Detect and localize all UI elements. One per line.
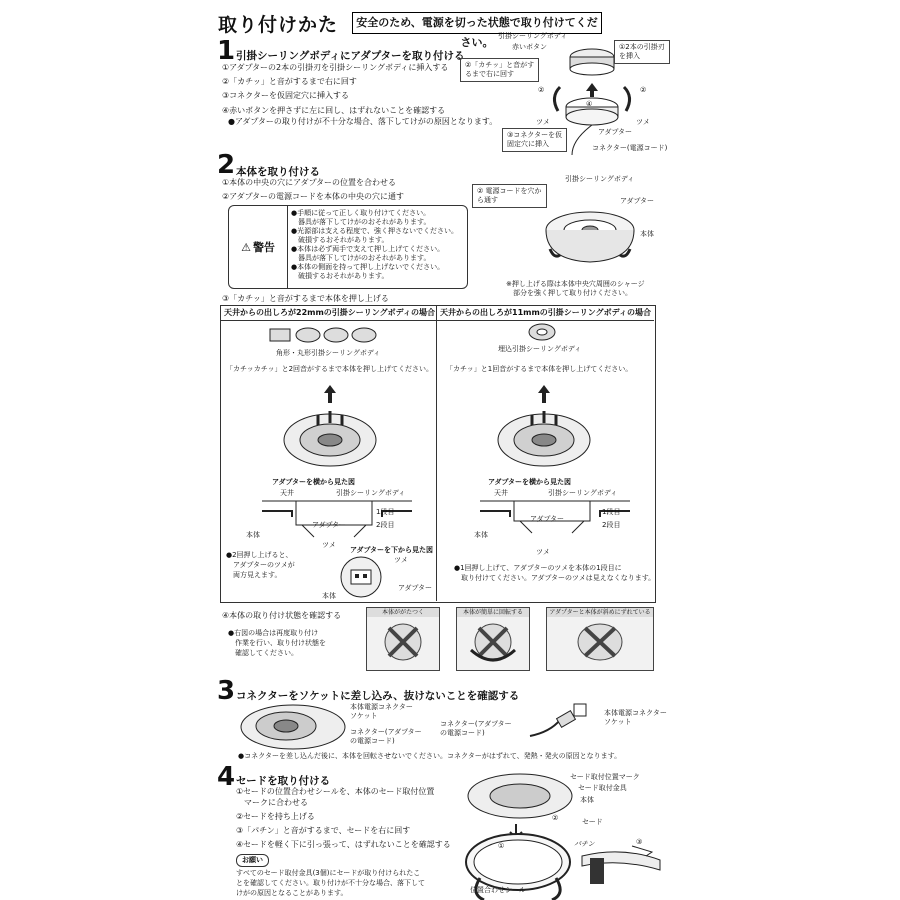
panel-left-bottom-body: 本体: [322, 592, 336, 600]
panel-left-side-view: [262, 497, 412, 542]
step4-shade-illustration: [460, 768, 580, 900]
warning-line-2: 器具が落下してけがのおそれがあります。: [291, 218, 431, 226]
warning-line-8: 破損するおそれがあります。: [291, 272, 389, 280]
step3-label-connector-right: コネクター(アダプター の電源コード): [440, 720, 512, 737]
panel-left-bottom-title: アダプターを下から見た図: [350, 546, 434, 554]
step4-item-2: ②セードを持ち上げる: [236, 812, 315, 821]
step1-label-ceiling-body: 引掛シーリングボディ: [498, 32, 568, 40]
panel-left-instruction: 「カチッカチッ」と2回音がするまで本体を押し上げてください。: [226, 365, 434, 373]
check-wobble: [366, 607, 440, 671]
panel-left-header: 天井からの出しろが22mmの引掛シーリングボディの場合: [221, 306, 436, 321]
panel-right-claw: ツメ: [536, 548, 550, 556]
recessed-ceiling-body-icon: [527, 322, 557, 342]
step4-label-bracket: セード取付金具: [578, 784, 627, 792]
step4-label-seal: 位置合わせシール: [470, 886, 526, 894]
step1-item-3: ③コネクターを仮固定穴に挿入する: [222, 91, 350, 100]
step2-label-body: 本体: [640, 230, 654, 238]
step3-label-socket: 本体電源コネクター ソケット: [350, 703, 413, 720]
check-tilted-label: アダプターと本体が斜めにずれている: [547, 608, 653, 617]
step1-label-connector-insert: ③コネクターを仮 固定穴に挿入: [502, 128, 567, 152]
warning-icon: ⚠: [241, 240, 251, 254]
step3-label-socket-right: 本体電源コネクター ソケット: [604, 709, 667, 726]
panel-left-adapter: アダプター: [312, 521, 347, 529]
panel-left-stage1: 1段目: [376, 508, 395, 516]
warning-box: [228, 205, 468, 289]
panel-right-adapter: アダプター: [530, 515, 565, 523]
step1-label-claw-a: ツメ: [536, 118, 550, 126]
panel-right-header: 天井からの出しろが11mmの引掛シーリングボディの場合: [437, 306, 654, 321]
panel-right-caption: 埋込引掛シーリングボディ: [498, 345, 582, 353]
check-rotate: [456, 607, 530, 671]
panel-right-body: 本体: [474, 531, 488, 539]
step4-label-click: パチン: [574, 840, 595, 848]
warning-line-3: ●光源部は支える程度で、強く押さないでください。: [291, 227, 458, 235]
step1-heading: 引掛シーリングボディにアダプターを取り付ける: [236, 50, 465, 62]
step1-number: 1: [217, 36, 236, 66]
step3-number: 3: [217, 676, 236, 706]
step4-heading: セードを取り付ける: [236, 775, 331, 787]
panel-left-bullet: ●2回押し上げると、 アダプターのツメが 両方見えます。: [226, 551, 295, 579]
step4-shade-edge-illustration: [572, 836, 662, 896]
step4-item-3: ③「パチン」と音がするまで、セードを右に回す: [236, 826, 411, 835]
step4-number: 4: [217, 762, 236, 792]
panel-left-claw: ツメ: [322, 541, 336, 549]
check-rotate-label: 本体が簡単に回転する: [457, 608, 529, 617]
panel-right-illustration: [494, 385, 594, 475]
step3-heading: コネクターをソケットに差し込み、抜けないことを確認する: [236, 690, 520, 702]
safety-notice: 安全のため、電源を切った状態で取り付けてください。: [352, 12, 602, 34]
panel-left-bottom-adapter: アダプター: [398, 584, 433, 592]
panel-right-ceiling: 天井: [494, 489, 508, 497]
panel-left-illustration: [280, 385, 380, 475]
step2-label-pass-cord: ② 電源コードを穴か ら通す: [472, 184, 547, 208]
step2-label-adapter: アダプター: [620, 197, 655, 205]
check-wobble-label: 本体ががたつく: [367, 608, 439, 617]
step1-callout-2a: ②: [538, 86, 545, 94]
step1-callout-2b: ②: [640, 86, 647, 94]
panel-left-caption: 角形・丸形引掛シーリングボディ: [276, 349, 381, 357]
panel-left-stage2: 2段目: [376, 521, 395, 529]
rotate-x-icon: [473, 622, 513, 662]
connector-plug-illustration: [530, 702, 600, 742]
request-badge: お願い: [236, 854, 269, 867]
step4-callout-3: ③: [636, 838, 643, 846]
step4-label-mark: セード取付位置マーク: [570, 773, 640, 781]
panel-left-bottom-view: [336, 556, 386, 598]
check-tilted: [546, 607, 654, 671]
request-text: すべてのセード取付金具(3個)にセードが取り付けられたこ とを確認してください。取り付けが不十分な場合、落下して けがの原因となることがあります。: [236, 869, 425, 897]
step2-item-3: ③「カチッ」と音がするまで本体を押し上げる: [222, 294, 389, 303]
panel-right-stage2: 2段目: [602, 521, 621, 529]
warning-line-4: 破損するおそれがあります。: [291, 236, 389, 244]
step1-label-claw-b: ツメ: [636, 118, 650, 126]
step2-item-4: ④本体の取り付け状態を確認する: [222, 611, 342, 620]
step1-label-adapter: アダプター: [598, 128, 633, 136]
step2-item-2: ②アダプターの電源コードを本体の中央の穴に通す: [222, 192, 405, 201]
step2-note: ※押し上げる際は本体中央穴周囲のシャージ 部分を強く押して取り付けください。: [506, 280, 645, 297]
step2-number: 2: [217, 150, 236, 180]
step3-body-illustration: [238, 702, 348, 752]
step3-note: ●コネクターを差し込んだ後に、本体を回転させないでください。コネクターがはずれて、発熱・発火の原因となります。: [238, 752, 622, 760]
panel-left-side-title: アダプターを横から見た図: [272, 478, 356, 486]
page-title: 取り付けかた: [218, 14, 339, 36]
step1-label-red-button: 赤いボタン: [512, 43, 547, 51]
wobble-x-icon: [383, 622, 423, 662]
ceiling-body-types-icons: [268, 325, 388, 345]
panel-right-ceiling-body: 引掛シーリングボディ: [548, 489, 618, 497]
step4-label-body: 本体: [580, 796, 594, 804]
warning-line-1: ●手順に従って正しく取り付けてください。: [291, 209, 431, 217]
panel-divider: [436, 305, 437, 601]
panel-right-bullet: ●1回押し上げて、アダプターのツメを本体の1段目に 取り付けてください。アダプターのツメは見えなくなります。: [454, 564, 656, 582]
panel-right-stage1: 1段目: [602, 508, 621, 516]
step4-item-1: ①セードの位置合わせシールを、本体のセード取付位置: [236, 787, 435, 796]
tilted-x-icon: [577, 622, 623, 662]
warning-label-text: 警告: [252, 241, 275, 254]
panel-right-instruction: 「カチッ」と1回音がするまで本体を押し上げてください。: [446, 365, 633, 373]
step4-item-1b: マークに合わせる: [236, 798, 308, 807]
step4-label-shade: セード: [582, 818, 603, 826]
step1-label-connector: コネクター(電源コード): [592, 144, 668, 152]
step1-label-insert-blades: ①2本の引掛刃 を挿入: [614, 40, 670, 64]
warning-line-5: ●本体は必ず両手で支えて押し上げてください。: [291, 245, 445, 253]
step1-item-2: ②「カチッ」と音がするまで右に回す: [222, 77, 357, 86]
step4-callout-1: ①: [498, 842, 505, 850]
step1-callout-4: ④: [586, 100, 593, 108]
panel-left-ceiling: 天井: [280, 489, 294, 497]
step3-label-connector: コネクター(アダプター の電源コード): [350, 728, 422, 745]
step1-caution: ●アダプターの取り付けが不十分な場合、落下してけがの原因となります。: [228, 117, 498, 126]
panel-left-bottom-claw: ツメ: [394, 556, 408, 564]
panel-right-side-title: アダプターを横から見た図: [488, 478, 572, 486]
warning-label: [229, 206, 288, 288]
step1-item-1: ①アダプターの2本の引掛刃を引掛シーリングボディに挿入する: [222, 63, 449, 72]
step4-item-4: ④セードを軽く下に引っ張って、はずれないことを確認する: [236, 840, 451, 849]
step4-callout-2: ②: [552, 814, 559, 822]
step2-item-1: ①本体の中央の穴にアダプターの位置を合わせる: [222, 178, 397, 187]
step1-item-4: ④赤いボタンを押さずに左に回し、はずれないことを確認する: [222, 106, 446, 115]
step1-label-rotate: ②「カチッ」と音がす るまで右に回す: [460, 58, 539, 82]
step2-item-4-note: ●右図の場合は再度取り付け 作業を行い、取り付け状態を 確認してください。: [228, 629, 326, 657]
step2-label-ceiling-body: 引掛シーリングボディ: [565, 175, 635, 183]
warning-line-6: 器具が落下してけがのおそれがあります。: [291, 254, 431, 262]
warning-line-7: ●本体の側面を持って押し上げないでください。: [291, 263, 445, 271]
step2-heading: 本体を取り付ける: [236, 166, 320, 178]
panel-left-body: 本体: [246, 531, 260, 539]
panel-left-ceiling-body: 引掛シーリングボディ: [336, 489, 406, 497]
